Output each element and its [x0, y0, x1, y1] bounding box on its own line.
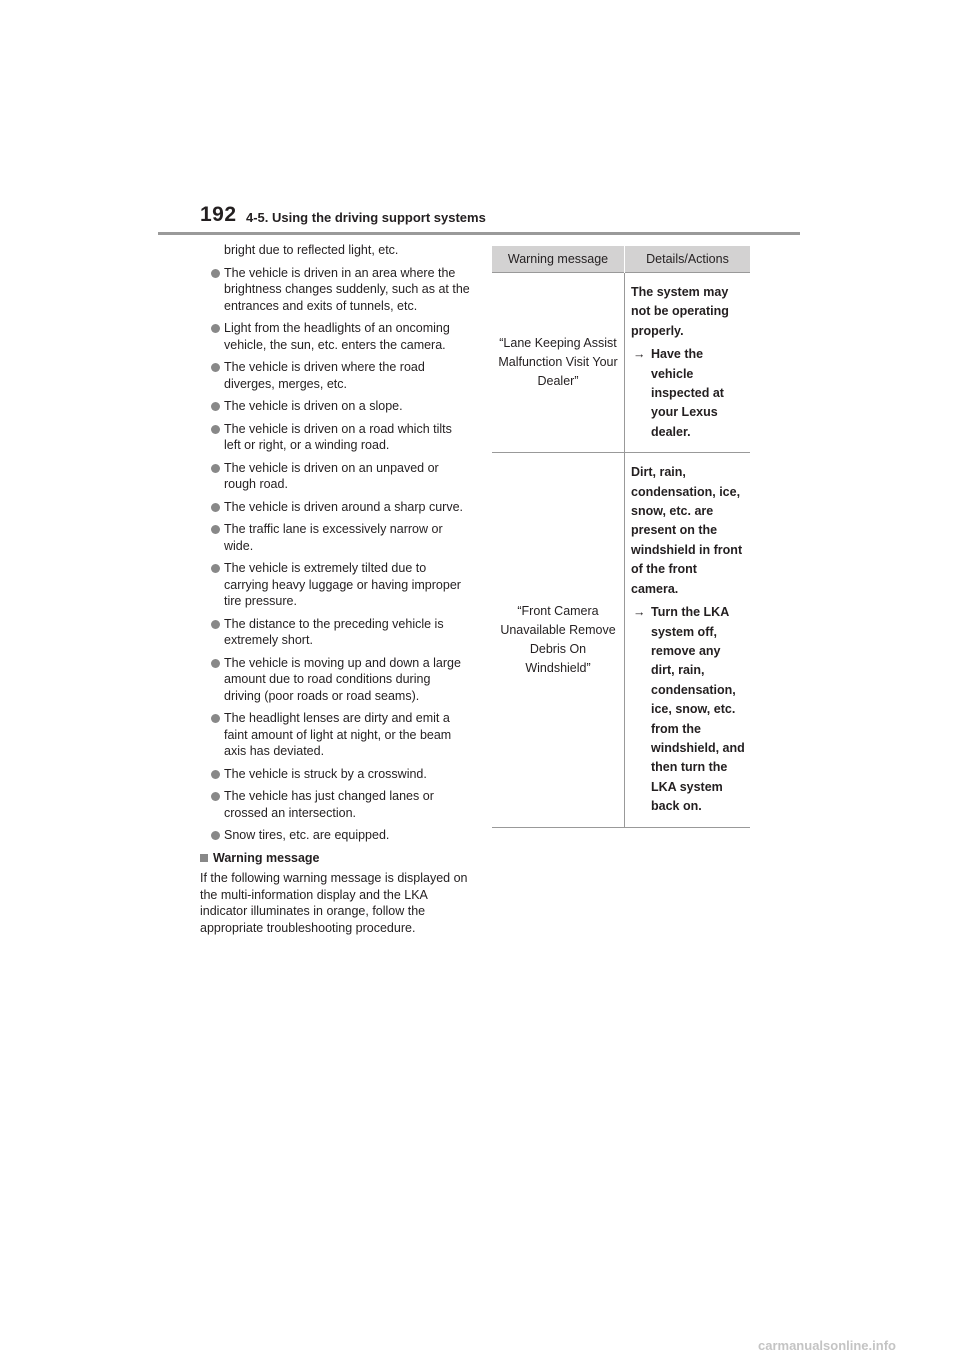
- details-actions-cell: [625, 273, 751, 453]
- bullet-icon: [211, 464, 220, 473]
- bullet-icon: [211, 564, 220, 573]
- list-item-text: The vehicle has just changed lanes or crossed an intersection.: [224, 789, 434, 820]
- left-column: [200, 242, 470, 936]
- right-arrow-icon: →: [633, 347, 646, 362]
- list-item: [200, 421, 470, 454]
- list-item-text: The vehicle is moving up and down a large amount due to road conditions during driving (poor roads or road seams).: [224, 655, 461, 703]
- list-item: [200, 616, 470, 649]
- section-title: 4-5. Using the driving support systems: [246, 210, 486, 225]
- list-item: [200, 766, 470, 783]
- continuation-text: bright due to reflected light, etc.: [224, 243, 399, 257]
- table-header-row: [492, 246, 750, 273]
- table-row: [492, 273, 750, 453]
- list-item-text: Snow tires, etc. are equipped.: [224, 828, 390, 842]
- list-item-text: Light from the headlights of an oncoming vehicle, the sun, etc. enters the camera.: [224, 321, 450, 352]
- list-item: [200, 560, 470, 610]
- right-arrow-icon: →: [633, 605, 646, 620]
- list-item: [200, 521, 470, 554]
- warning-message-cell: “Lane Keeping Assist Malfunction Visit Your Dealer”: [492, 273, 625, 453]
- list-item: [200, 359, 470, 392]
- list-item: [200, 499, 470, 516]
- list-item-text: The vehicle is struck by a crosswind.: [224, 766, 427, 781]
- bullet-icon: [211, 659, 220, 668]
- warning-message-table: [492, 246, 750, 828]
- action-item: [631, 345, 746, 442]
- bullet-icon: [211, 324, 220, 333]
- warning-message-paragraph: If the following warning message is displayed on the multi-information display and the LKA indicator illuminates in orange, follow the appropriate troubleshooting procedure.: [200, 871, 468, 935]
- table-row: [492, 453, 750, 827]
- details-actions-cell: [625, 453, 751, 827]
- list-item-text: The distance to the preceding vehicle is extremely short.: [224, 616, 444, 647]
- list-item: [200, 265, 470, 315]
- bullet-icon: [211, 363, 220, 372]
- square-bullet-icon: [200, 854, 208, 862]
- bullet-icon: [211, 503, 220, 512]
- detail-text: Dirt, rain, condensation, ice, snow, etc. are present on the windshield in front of the front camera.: [631, 465, 743, 596]
- bullet-icon: [211, 269, 220, 278]
- list-item-text: The traffic lane is excessively narrow or wide.: [224, 522, 443, 553]
- warning-message-cell: “Front Camera Unavailable Remove Debris On Windshield”: [492, 453, 625, 827]
- list-item-text: The vehicle is driven where the road diverges, merges, etc.: [224, 360, 425, 391]
- list-item-text: The vehicle is driven on a road which tilts left or right, or a winding road.: [224, 421, 452, 452]
- bullet-icon: [211, 525, 220, 534]
- warning-message-heading: [200, 850, 470, 867]
- list-item-text: The headlight lenses are dirty and emit a faint amount of light at night, or the beam axis has deviated.: [224, 711, 452, 758]
- watermark: carmanualsonline.info: [758, 1338, 896, 1353]
- bullet-icon: [211, 792, 220, 801]
- bullet-icon: [211, 620, 220, 629]
- bullet-icon: [211, 402, 220, 411]
- header-rule: [158, 232, 800, 235]
- list-item-text: The vehicle is driven on an unpaved or rough road.: [224, 460, 439, 491]
- list-item: [200, 710, 470, 760]
- list-item: [200, 460, 470, 493]
- bullet-icon: [211, 425, 220, 434]
- list-item: [200, 788, 470, 821]
- list-item: [200, 827, 470, 844]
- page-number: 192: [200, 203, 237, 226]
- list-item: [200, 398, 470, 415]
- action-text: Turn the LKA system off, remove any dirt, rain, condensation, ice, snow, etc. from the windshield, and then turn the LKA system back on.: [651, 605, 745, 814]
- action-item: [631, 603, 746, 816]
- column-header-details-actions: Details/Actions: [625, 246, 751, 273]
- detail-text: The system may not be operating properly.: [631, 285, 729, 338]
- list-item: [200, 320, 470, 353]
- bullet-icon: [211, 770, 220, 779]
- column-header-warning-message: Warning message: [492, 246, 625, 273]
- list-item-text: The vehicle is driven on a slope.: [224, 399, 403, 413]
- list-item-text: The vehicle is driven around a sharp curve.: [224, 499, 464, 514]
- action-text: Have the vehicle inspected at your Lexus dealer.: [651, 347, 724, 439]
- list-item-text: The vehicle is driven in an area where the brightness changes suddenly, such as at the entrances and exits of tunnels, etc.: [224, 265, 470, 313]
- condition-list: [200, 265, 470, 844]
- bullet-icon: [211, 831, 220, 840]
- list-item-text: The vehicle is extremely tilted due to carrying heavy luggage or having improper tire pressure.: [224, 561, 461, 608]
- list-item: [200, 655, 470, 705]
- bullet-icon: [211, 714, 220, 723]
- warning-message-heading-text: Warning message: [213, 850, 320, 865]
